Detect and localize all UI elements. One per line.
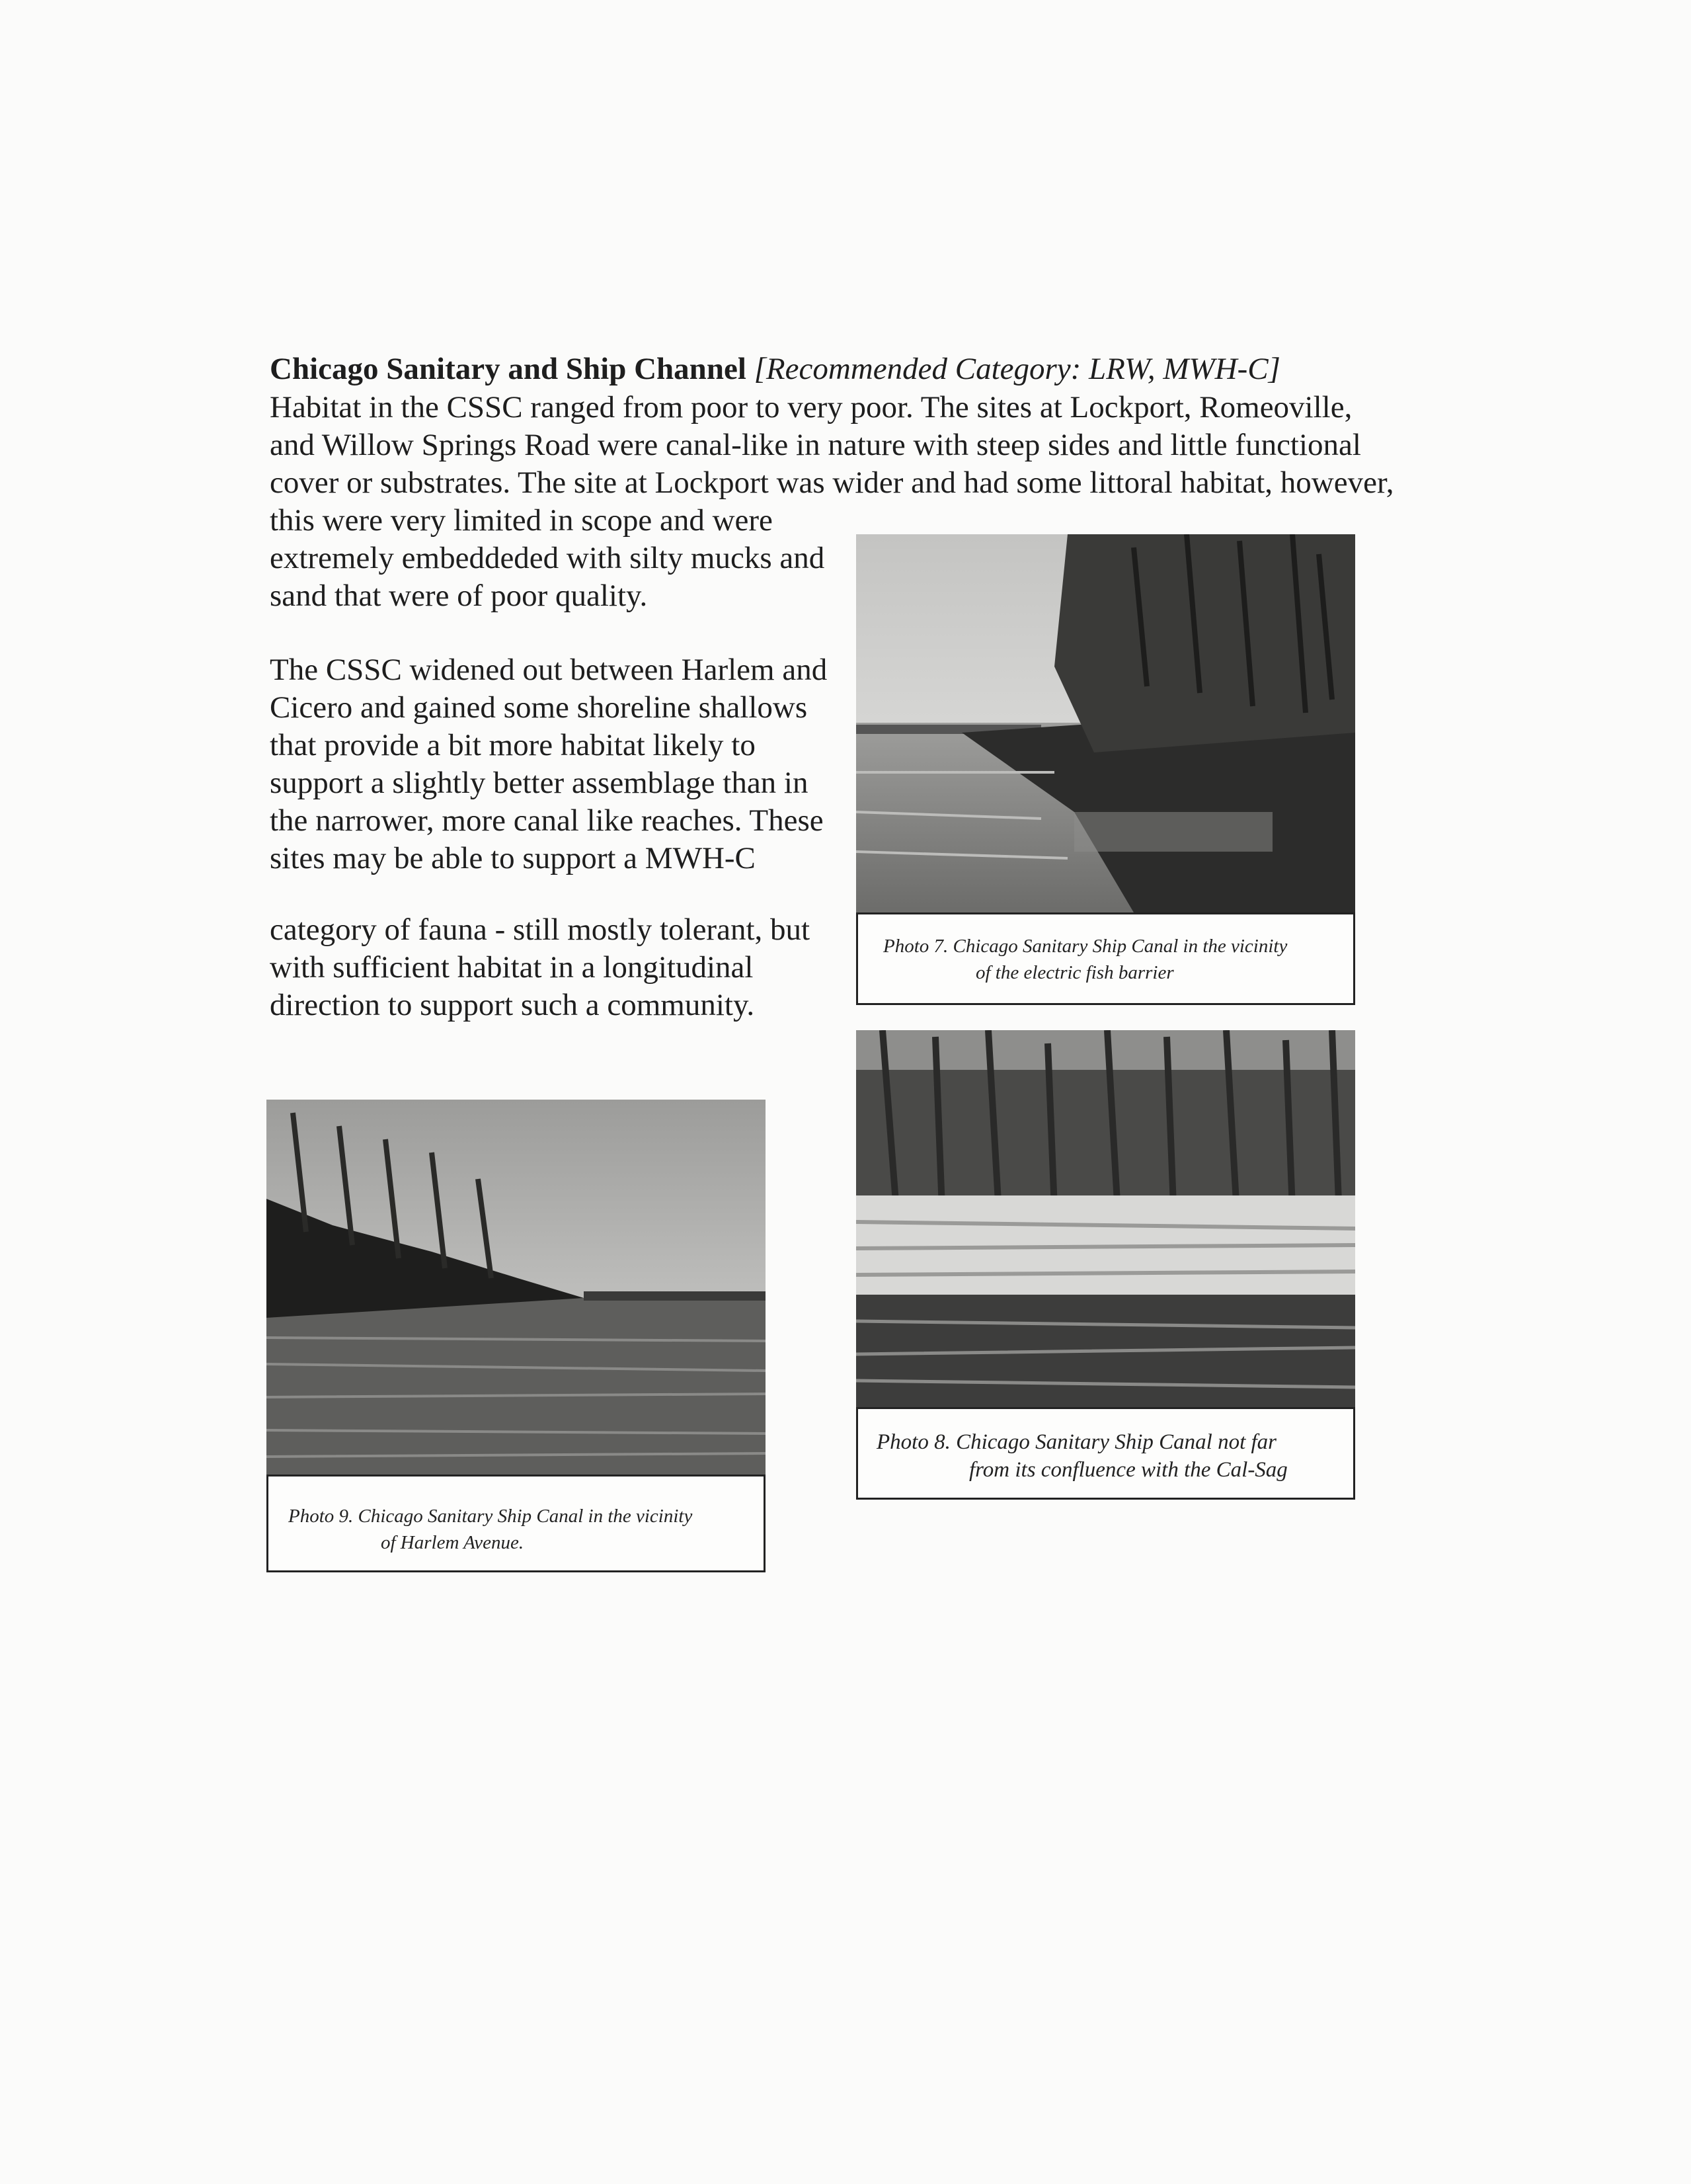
paragraph-2-line: that provide a bit more habitat likely to [270,728,756,762]
photo-7-image [856,534,1355,912]
paragraph-1-line: sand that were of poor quality. [270,579,648,613]
photo-8-caption-line: from its confluence with the Cal-Sag [969,1458,1288,1482]
paragraph-2-line: Cicero and gained some shoreline shallows [270,690,808,725]
paragraph-2-line: The CSSC widened out between Harlem and [270,653,828,687]
photo-7-caption-line: of the electric fish barrier [976,962,1174,983]
photo-8-image [856,1030,1355,1407]
paragraph-2-line: the narrower, more canal like reaches. These [270,803,824,838]
paragraph-1-line: and Willow Springs Road were canal-like in nature with steep sides and little functional [270,428,1361,462]
photo-9-caption-line: of Harlem Avenue. [381,1532,524,1553]
paragraph-2-line: direction to support such a community. [270,988,755,1022]
paragraph-1-line: extremely embeddeded with silty mucks and [270,541,825,575]
photo-9-caption [266,1475,766,1572]
photo-7-caption [856,912,1355,1005]
recommended-category: [Recommended Category: LRW, MWH-C] [754,352,1280,386]
photo-9-caption-line: Photo 9. Chicago Sanitary Ship Canal in the vicinity [288,1506,693,1527]
paragraph-2-line: category of fauna - still mostly tolerant, but [270,912,810,947]
photo-7-caption-line: Photo 7. Chicago Sanitary Ship Canal in the vicinity [883,936,1288,957]
paragraph-1-line: this were very limited in scope and were [270,503,773,538]
paragraph-2-line: with sufficient habitat in a longitudinal [270,950,754,985]
photo-9-image [266,1100,766,1475]
photo-8-caption [856,1407,1355,1500]
paragraph-2-line: support a slightly better assemblage than in [270,766,808,800]
section-heading [270,350,1407,388]
photo-8-caption-line: Photo 8. Chicago Sanitary Ship Canal not far [877,1430,1277,1454]
paragraph-2-line: sites may be able to support a MWH-C [270,841,756,875]
paragraph-1-line: Habitat in the CSSC ranged from poor to very poor. The sites at Lockport, Romeoville, [270,390,1353,425]
section-title: Chicago Sanitary and Ship Channel [270,352,746,386]
paragraph-1-line: cover or substrates. The site at Lockport was wider and had some littoral habitat, however, [270,465,1394,500]
